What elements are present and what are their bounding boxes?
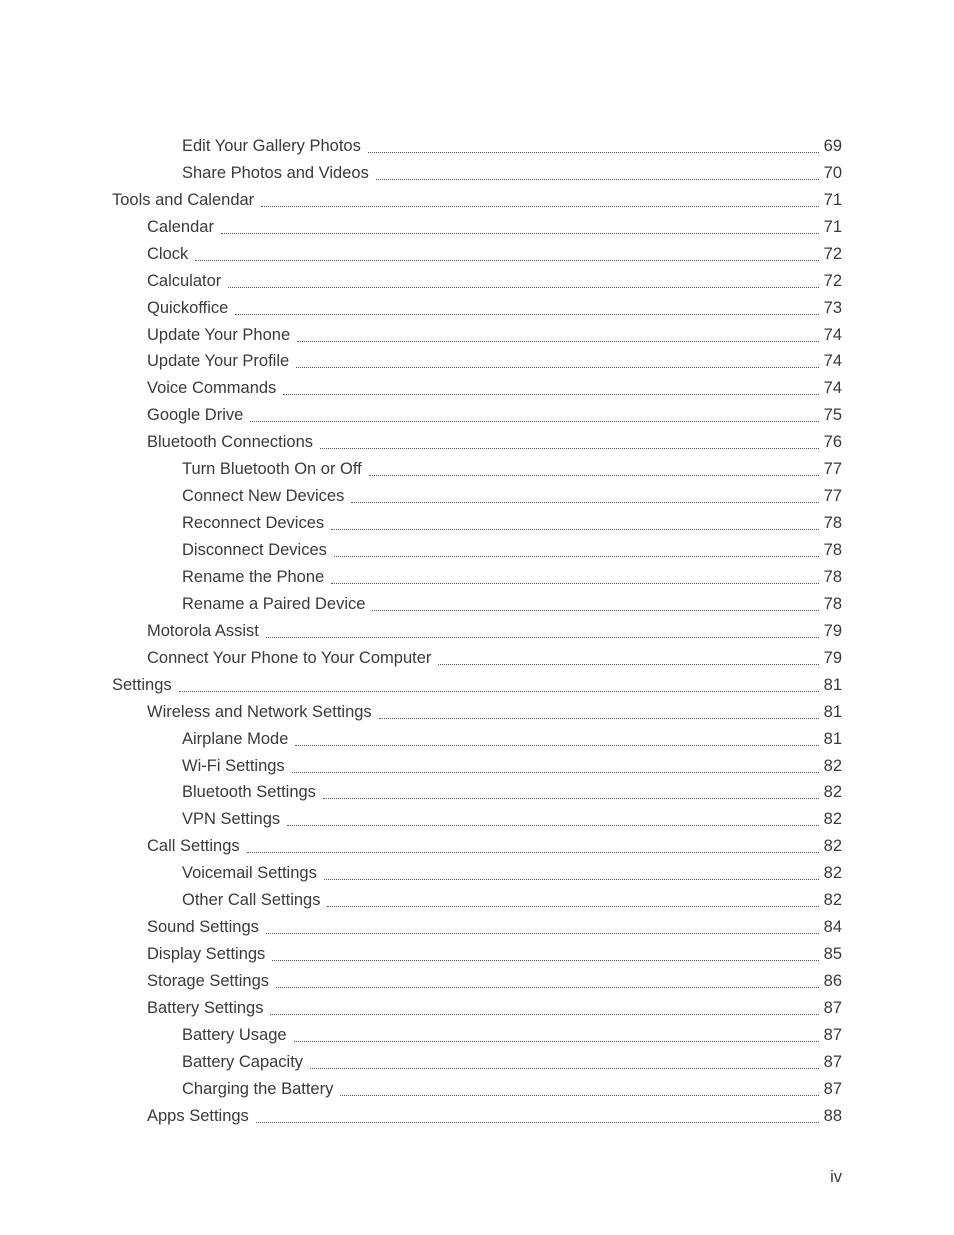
toc-entry-page: 85 xyxy=(823,945,842,964)
toc-dot-leader xyxy=(438,664,819,665)
toc-entry[interactable] xyxy=(0,482,954,509)
toc-dot-leader xyxy=(331,583,819,584)
toc-dot-leader xyxy=(331,529,819,530)
toc-entry-title: Call Settings xyxy=(147,837,240,856)
toc-entry-page: 75 xyxy=(823,406,842,425)
toc-dot-leader xyxy=(323,798,819,799)
toc-entry[interactable] xyxy=(0,267,954,294)
toc-dot-leader xyxy=(228,287,819,288)
toc-dot-leader xyxy=(327,906,819,907)
toc-entry-title: Airplane Mode xyxy=(182,729,289,748)
toc-entry[interactable] xyxy=(0,967,954,994)
toc-entry[interactable] xyxy=(0,752,954,779)
toc-entry[interactable] xyxy=(0,348,954,375)
toc-entry[interactable] xyxy=(0,401,954,428)
toc-entry[interactable] xyxy=(0,132,954,159)
toc-entry[interactable] xyxy=(0,374,954,401)
toc-entry[interactable] xyxy=(0,886,954,913)
toc-dot-leader xyxy=(296,367,819,368)
toc-entry[interactable] xyxy=(0,455,954,482)
toc-entry[interactable] xyxy=(0,1102,954,1129)
toc-dot-leader xyxy=(256,1122,819,1123)
toc-dot-leader xyxy=(250,421,819,422)
toc-entry-title: Motorola Assist xyxy=(147,621,259,640)
toc-entry[interactable] xyxy=(0,536,954,563)
toc-dot-leader xyxy=(287,825,819,826)
toc-dot-leader xyxy=(235,314,819,315)
toc-entry[interactable] xyxy=(0,563,954,590)
toc-entry-title: Update Your Profile xyxy=(147,352,290,371)
toc-entry-title: Voice Commands xyxy=(147,379,277,398)
toc-entry[interactable] xyxy=(0,240,954,267)
toc-entry[interactable] xyxy=(0,590,954,617)
toc-entry-title: Other Call Settings xyxy=(182,891,321,910)
toc-entry-page: 74 xyxy=(823,379,842,398)
toc-entry[interactable] xyxy=(0,509,954,536)
toc-entry-title: Apps Settings xyxy=(147,1106,249,1125)
toc-entry-title: Google Drive xyxy=(147,406,244,425)
toc-entry-title: Clock xyxy=(147,244,189,263)
toc-entry-page: 70 xyxy=(823,163,842,182)
toc-dot-leader xyxy=(270,1014,819,1015)
toc-entry[interactable] xyxy=(0,617,954,644)
toc-entry-page: 71 xyxy=(823,217,842,236)
toc-entry[interactable] xyxy=(0,1075,954,1102)
toc-entry[interactable] xyxy=(0,725,954,752)
toc-entry-page: 82 xyxy=(823,864,842,883)
toc-entry-title: Battery Settings xyxy=(147,998,264,1017)
toc-entry-title: Bluetooth Connections xyxy=(147,433,314,452)
toc-entry-title: Battery Capacity xyxy=(182,1052,304,1071)
toc-entry-page: 87 xyxy=(823,1025,842,1044)
toc-entry-title: Settings xyxy=(112,675,172,694)
toc-entry[interactable] xyxy=(0,779,954,806)
toc-entry-page: 79 xyxy=(823,648,842,667)
toc-dot-leader xyxy=(334,556,819,557)
toc-entry-title: Edit Your Gallery Photos xyxy=(182,136,361,155)
toc-entry[interactable] xyxy=(0,859,954,886)
toc-entry-page: 79 xyxy=(823,621,842,640)
toc-dot-leader xyxy=(297,341,819,342)
toc-dot-leader xyxy=(294,1041,819,1042)
toc-dot-leader xyxy=(324,879,819,880)
toc-entry-page: 74 xyxy=(823,325,842,344)
toc-entry-title: Calculator xyxy=(147,271,222,290)
toc-entry[interactable] xyxy=(0,644,954,671)
toc-entry-page: 77 xyxy=(823,460,842,479)
toc-entry-title: Calendar xyxy=(147,217,214,236)
toc-dot-leader xyxy=(351,502,819,503)
toc-entry[interactable] xyxy=(0,671,954,698)
toc-entry-title: Battery Usage xyxy=(182,1025,287,1044)
toc-dot-leader xyxy=(368,152,819,153)
toc-entry-title: Bluetooth Settings xyxy=(182,783,316,802)
toc-entry-page: 73 xyxy=(823,298,842,317)
toc-entry-title: Share Photos and Videos xyxy=(182,163,369,182)
toc-dot-leader xyxy=(372,610,819,611)
toc-dot-leader xyxy=(266,637,819,638)
toc-entry-page: 72 xyxy=(823,244,842,263)
toc-entry[interactable] xyxy=(0,698,954,725)
toc-dot-leader xyxy=(266,933,819,934)
toc-entry-title: Rename a Paired Device xyxy=(182,594,366,613)
toc-entry-title: Disconnect Devices xyxy=(182,541,327,559)
toc-dot-leader xyxy=(292,772,819,773)
toc-entry-title: Wi-Fi Settings xyxy=(182,756,285,775)
toc-entry-page: 82 xyxy=(823,783,842,802)
toc-dot-leader xyxy=(379,718,819,719)
toc-dot-leader xyxy=(272,960,819,961)
toc-entry-page: 81 xyxy=(823,729,842,748)
toc-entry-title: Reconnect Devices xyxy=(182,514,325,533)
toc-dot-leader xyxy=(340,1095,819,1096)
toc-entry[interactable] xyxy=(0,186,954,213)
toc-dot-leader xyxy=(320,448,819,449)
toc-entry-page: 82 xyxy=(823,810,842,829)
toc-dot-leader xyxy=(276,987,819,988)
toc-entry-title: VPN Settings xyxy=(182,810,281,829)
toc-dot-leader xyxy=(261,206,819,207)
toc-entry[interactable] xyxy=(0,832,954,859)
toc-entry[interactable] xyxy=(0,428,954,455)
toc-entry-page: 78 xyxy=(823,541,842,559)
toc-entry[interactable] xyxy=(0,994,954,1021)
toc-dot-leader xyxy=(195,260,819,261)
toc-entry-page: 87 xyxy=(823,1079,842,1098)
toc-entry-page: 81 xyxy=(823,702,842,721)
toc-entry-page: 82 xyxy=(823,837,842,856)
toc-dot-leader xyxy=(310,1068,819,1069)
toc-entry-page: 78 xyxy=(823,514,842,533)
toc-entry-page: 78 xyxy=(823,594,842,613)
toc-entry-title: Quickoffice xyxy=(147,298,229,317)
toc-entry-title: Update Your Phone xyxy=(147,325,291,344)
toc-entry-title: Voicemail Settings xyxy=(182,864,317,883)
toc-entry[interactable] xyxy=(0,159,954,186)
toc-entry[interactable] xyxy=(0,1048,954,1075)
toc-dot-leader xyxy=(179,691,819,692)
toc-entry-page: 77 xyxy=(823,487,842,506)
toc-entry[interactable] xyxy=(0,213,954,240)
toc-entry-page: 69 xyxy=(823,136,842,155)
toc-entry-title: Connect New Devices xyxy=(182,487,345,506)
toc-entry-page: 81 xyxy=(823,675,842,694)
toc-entry-page: 78 xyxy=(823,567,842,586)
toc-entry-page: 74 xyxy=(823,352,842,371)
toc-entry[interactable] xyxy=(0,805,954,832)
toc-entry[interactable] xyxy=(0,294,954,321)
toc-entry[interactable] xyxy=(0,321,954,348)
toc-dot-leader xyxy=(376,179,819,180)
toc-entry-title: Turn Bluetooth On or Off xyxy=(182,460,362,479)
toc-entry-page: 88 xyxy=(823,1106,842,1125)
toc-dot-leader xyxy=(295,745,819,746)
toc-entry-title: Rename the Phone xyxy=(182,567,325,586)
toc-entry[interactable] xyxy=(0,940,954,967)
toc-dot-leader xyxy=(221,233,819,234)
toc-entry[interactable] xyxy=(0,913,954,940)
toc-entry-title: Sound Settings xyxy=(147,918,259,937)
toc-entry-page: 76 xyxy=(823,433,842,452)
toc-entry-page: 84 xyxy=(823,918,842,937)
toc-entry[interactable] xyxy=(0,1021,954,1048)
toc-entry-page: 71 xyxy=(823,190,842,209)
page-number: iv xyxy=(830,1168,842,1186)
table-of-contents xyxy=(0,132,954,1129)
toc-entry-page: 87 xyxy=(823,998,842,1017)
toc-entry-title: Connect Your Phone to Your Computer xyxy=(147,648,432,667)
toc-entry-page: 86 xyxy=(823,972,842,990)
toc-entry-page: 72 xyxy=(823,271,842,290)
toc-dot-leader xyxy=(283,394,819,395)
toc-entry-page: 82 xyxy=(823,756,842,775)
toc-entry-page: 87 xyxy=(823,1052,842,1071)
toc-entry-title: Charging the Battery xyxy=(182,1079,334,1098)
toc-entry-title: Storage Settings xyxy=(147,972,269,990)
toc-entry-title: Wireless and Network Settings xyxy=(147,702,372,721)
toc-dot-leader xyxy=(247,852,819,853)
toc-entry-title: Display Settings xyxy=(147,945,266,964)
toc-dot-leader xyxy=(369,475,819,476)
toc-entry-title: Tools and Calendar xyxy=(112,190,255,209)
toc-entry-page: 82 xyxy=(823,891,842,910)
